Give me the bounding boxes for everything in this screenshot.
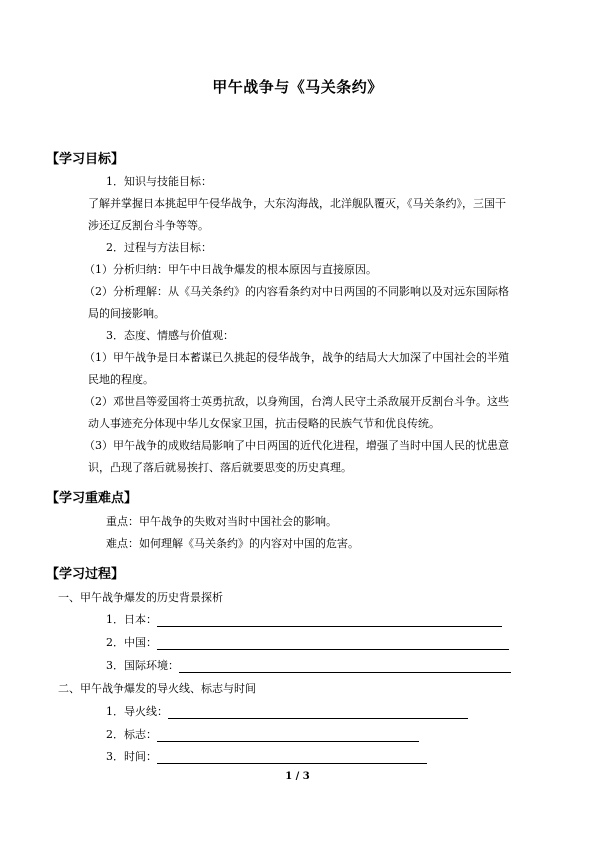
goal-line: 民地的程度。 xyxy=(88,373,154,386)
goal-line: 了解并掌握日本挑起甲午侵华战争，大东沟海战，北洋舰队覆灭，《马关条约》，三国干 xyxy=(88,197,506,210)
fill-in-label: 2．中国： xyxy=(106,636,157,649)
section-heading-key-points: 【学习重难点】 xyxy=(46,491,138,506)
fill-in-row xyxy=(106,750,427,764)
section-heading-goals: 【学习目标】 xyxy=(46,152,125,167)
answer-blank[interactable] xyxy=(157,729,419,742)
fill-in-label: 2．标志： xyxy=(106,728,157,741)
goal-line: 识，凸现了落后就易挨打、落后就要思变的历史真理。 xyxy=(88,461,352,474)
goal-line: 3．态度、情感与价值观： xyxy=(106,329,234,342)
answer-blank[interactable] xyxy=(179,660,511,673)
goal-line: 局的间接影响。 xyxy=(88,307,165,320)
goal-line: （2）邓世昌等爱国将士英勇抗敌，以身殉国，台湾人民守土杀敌展开反割台斗争。这些 xyxy=(84,395,509,408)
fill-in-row xyxy=(106,705,468,719)
process-part-title: 二、甲午战争爆发的导火线、标志与时间 xyxy=(58,682,256,695)
section-heading-process: 【学习过程】 xyxy=(46,567,125,582)
goal-line: （3）甲午战争的成败结局影响了中日两国的近代化进程，增强了当时中国人民的忧患意 xyxy=(84,439,509,452)
goal-line: 2．过程与方法目标： xyxy=(106,241,212,254)
document-title: 甲午战争与《马关条约》 xyxy=(212,78,383,96)
fill-in-label: 3．国际环境： xyxy=(106,659,179,672)
answer-blank[interactable] xyxy=(168,706,468,719)
page-number: 1 / 3 xyxy=(285,771,310,782)
answer-blank[interactable] xyxy=(157,751,427,764)
goal-line: （1）甲午战争是日本蓄谋已久挑起的侵华战争，战争的结局大大加深了中国社会的半殖 xyxy=(84,351,509,364)
fill-in-row xyxy=(106,659,511,673)
answer-blank[interactable] xyxy=(157,637,509,650)
fill-in-row xyxy=(106,728,419,742)
goal-line: （1）分析归纳：甲午中日战争爆发的根本原因与直接原因。 xyxy=(84,263,377,276)
goal-line: 动人事迹充分体现中华儿女保家卫国，抗击侵略的民族气节和优良传统。 xyxy=(88,417,440,430)
key-point-line: 难点：如何理解《马关条约》的内容对中国的危害。 xyxy=(106,537,359,550)
fill-in-label: 1．日本： xyxy=(106,613,157,626)
key-point-line: 重点：甲午战争的失败对当时中国社会的影响。 xyxy=(106,515,337,528)
goal-line: （2）分析理解：从《马关条约》的内容看条约对中日两国的不同影响以及对远东国际格 xyxy=(84,285,509,298)
answer-blank[interactable] xyxy=(157,614,502,627)
goal-line: 涉还辽反割台斗争等等。 xyxy=(88,219,209,232)
fill-in-row xyxy=(106,636,509,650)
process-part-title: 一、甲午战争爆发的历史背景探析 xyxy=(58,591,223,604)
goal-line: 1．知识与技能目标： xyxy=(106,175,212,188)
fill-in-label: 1．导火线： xyxy=(106,705,168,718)
fill-in-row xyxy=(106,613,502,627)
fill-in-label: 3．时间： xyxy=(106,750,157,763)
